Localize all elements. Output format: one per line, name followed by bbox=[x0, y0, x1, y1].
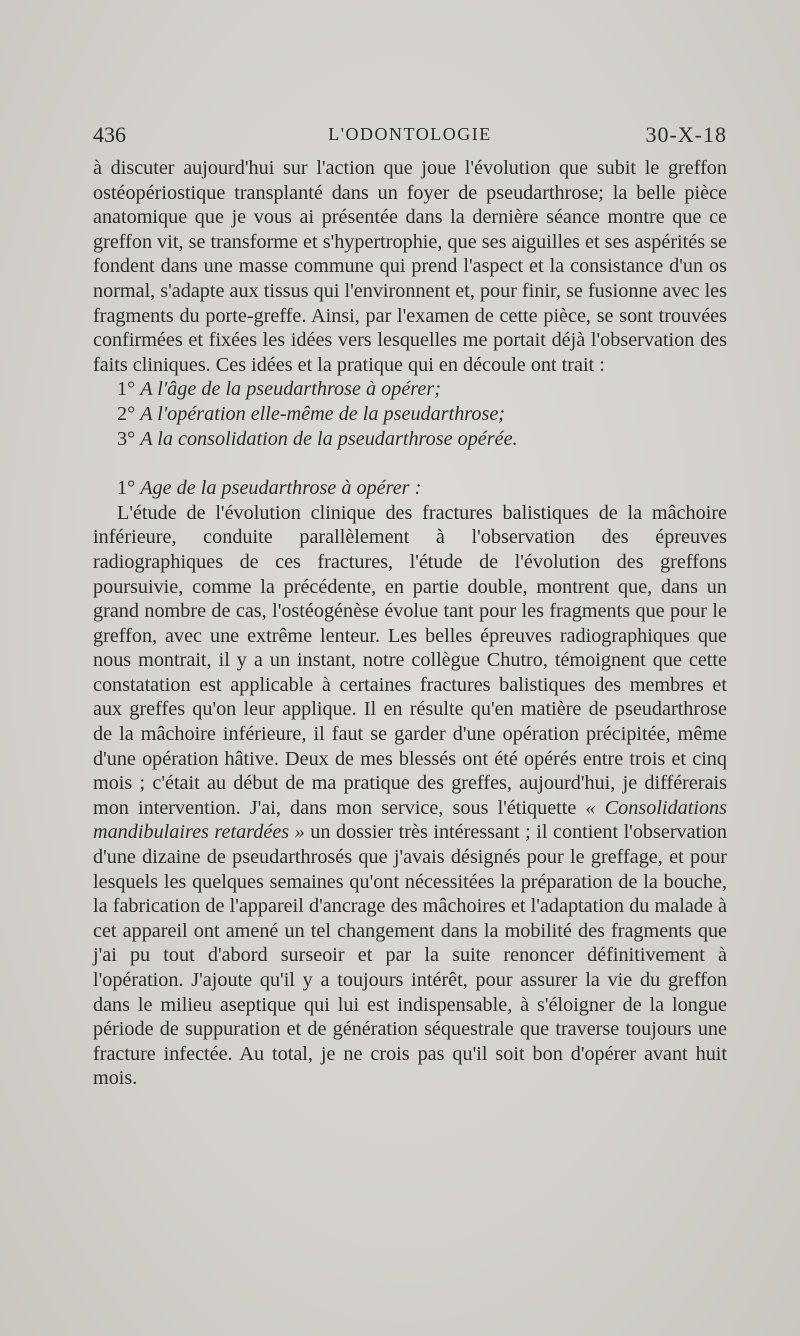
paragraph-2-part-2: un dossier très intéressant ; il contient l'observation d'une dizaine de pseudarthrosés que j'avais désignés pour le greffage, et pour lesquels les quelques semaines qu'ont nécessitées la préparation de la bouche, la fabrication de l'appareil d'ancrage des mâchoires et l'adaptation du malade à cet appareil ont amené un tel changement dans la mobilité des fragments que j'ai pu tout d'abord surseoir et par la suite renoncer définitivement à l'opération. J'ajoute qu'il y a toujours intérêt, pour assurer la vie du greffon dans le milieu aseptique qui lui est indispensable, à s'éloigner de la longue période de suppuration et de génération séquestrale que traverse toujours une fracture infectée. Au total, je ne crois pas qu'il soit bon d'opérer avant huit mois. bbox=[93, 821, 727, 1090]
page-number: 436 bbox=[93, 122, 126, 147]
running-header bbox=[93, 122, 727, 152]
body-text bbox=[93, 156, 727, 1091]
list-item-text: A l'âge de la pseudarthrose à opérer; bbox=[140, 378, 441, 401]
list-item-number: 2° bbox=[117, 402, 136, 425]
list-item-3 bbox=[93, 427, 727, 452]
journal-title: L'ODONTOLOGIE bbox=[328, 124, 492, 144]
list-item-2 bbox=[93, 402, 727, 427]
issue-date: 30-X-18 bbox=[645, 122, 727, 147]
section-title: Age de la pseudarthrose à opérer : bbox=[140, 477, 422, 500]
list-item-text: A l'opération elle-même de la pseudarthrose; bbox=[140, 402, 506, 425]
list-item-text: A la consolidation de la pseudarthrose opérée. bbox=[140, 427, 518, 450]
paragraph-1: à discuter aujourd'hui sur l'action que joue l'évolution que subit le greffon ostéopériostique transplanté dans un foyer de pseudarthrose; la belle pièce anatomique que je vous ai présentée dans la dernière séance montre que ce greffon vit, se transforme et s'hypertrophie, que ses aiguilles et ses aspérités se fondent dans une masse commune qui prend l'aspect et la consistance d'un os normal, s'adapte aux tissus qui l'environnent et, pour finir, se fusionne avec les fragments du porte-greffe. Ainsi, par l'examen de cette pièce, se sont trouvées confirmées et fixées les idées vers lesquelles me portait déjà l'observation des faits cliniques. Ces idées et la pratique qui en découle ont trait : bbox=[93, 157, 727, 376]
paragraph-2-part-1: L'étude de l'évolution clinique des fractures balistiques de la mâchoire inférieure, conduite parallèlement à l'observation des épreuves radiographiques de ces fractures, l'étude de l'évolution des greffons poursuivie, comme la précédente, en partie double, montrent que, dans un grand nombre de cas, l'ostéogénèse évolue tant pour les fragments que pour le greffon, avec une extrême lenteur. Les belles épreuves radiographiques que nous montrait, il y a un instant, notre collègue Chutro, témoignent que cette constatation est applicable à certaines fractures balistiques des membres et aux greffes qu'on leur applique. Il en résulte qu'en matière de pseudarthrose de la mâchoire inférieure, il faut se garder d'une opération précipitée, même d'une opération hâtive. Deux de mes blessés ont été opérés entre trois et cinq mois ; c'était au début de ma pratique des greffes, aujourd'hui, je différerais mon intervention. J'ai, dans mon service, sous l'étiquette bbox=[93, 501, 727, 819]
list-item-number: 3° bbox=[117, 427, 136, 450]
spacer bbox=[93, 451, 727, 476]
paragraph-2 bbox=[93, 501, 727, 1091]
list-item-number: 1° bbox=[117, 378, 136, 401]
section-heading bbox=[93, 476, 727, 501]
section-number: 1° bbox=[117, 477, 136, 500]
list-item-1 bbox=[93, 377, 727, 402]
quoted-file-label: « Consolidations mandibulaires retardées » bbox=[93, 796, 727, 844]
